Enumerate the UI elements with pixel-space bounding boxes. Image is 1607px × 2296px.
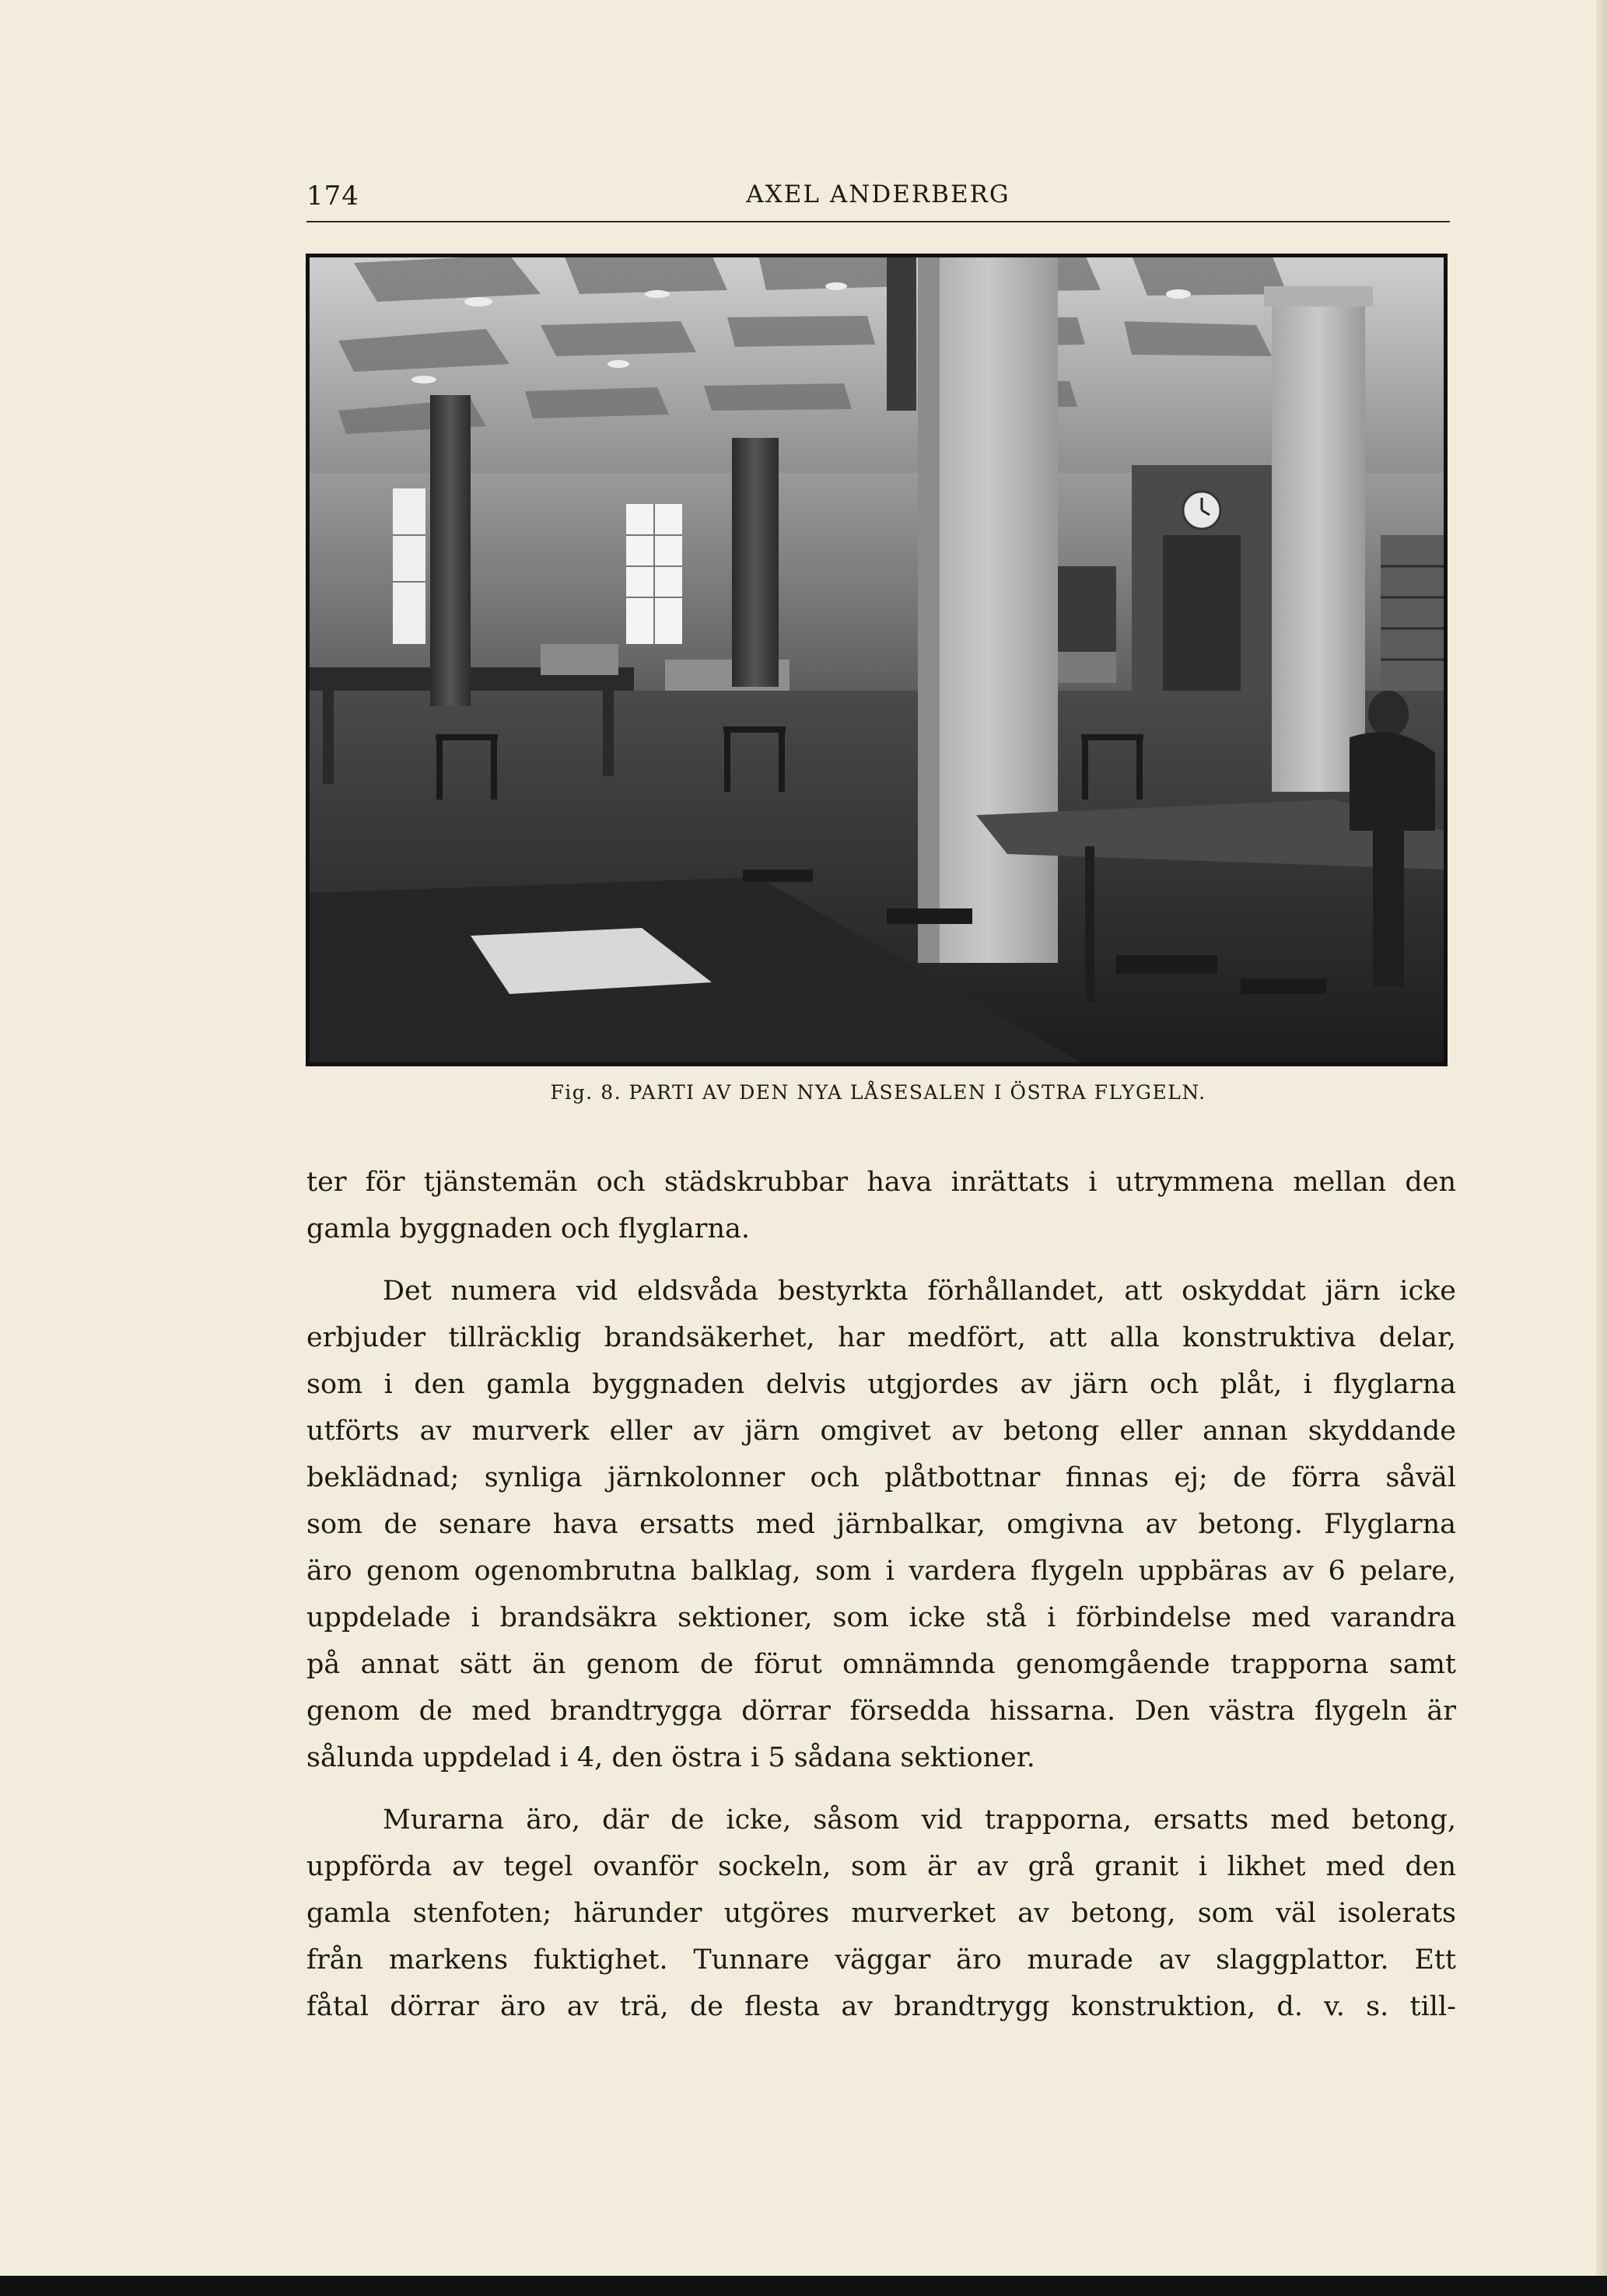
header-rule xyxy=(306,221,1450,222)
reading-room-photograph xyxy=(306,254,1448,1066)
text-line: uppförda av tegel ovanför sockeln, som är av grå granit i likhet med den xyxy=(306,1851,1456,1882)
text-line: utförts av murverk eller av järn omgivet av betong eller annan skyddande xyxy=(306,1416,1456,1447)
text-line: beklädnad; synliga järnkolonner och plåtbottnar finnas ej; de förra såväl xyxy=(306,1462,1456,1493)
body-text xyxy=(306,1159,1456,2030)
text-line: fåtal dörrar äro av trä, de flesta av brandtrygg konstruktion, d. v. s. till- xyxy=(306,1991,1456,2022)
text-line: erbjuder tillräcklig brandsäkerhet, har medfört, att alla konstruktiva delar, xyxy=(306,1322,1456,1353)
figure-caption: Fig. 8. PARTI AV DEN NYA LÅSESALEN I ÖSTRA FLYGELN. xyxy=(550,1081,1206,1104)
text-line: gamla byggnaden och flyglarna. xyxy=(306,1213,751,1244)
paragraph xyxy=(306,1159,1456,1252)
scan-border xyxy=(0,2276,1607,2296)
page-number: 174 xyxy=(306,180,359,212)
text-line: sålunda uppdelad i 4, den östra i 5 sådana sektioner. xyxy=(306,1742,1035,1773)
text-line: som de senare hava ersatts med järnbalkar, omgivna av betong. Flyglarna xyxy=(306,1509,1456,1540)
text-line: Det numera vid eldsvåda bestyrkta förhållandet, att oskyddat järn icke xyxy=(383,1276,1456,1307)
page-header xyxy=(306,180,1450,219)
text-line: ter för tjänstemän och städskrubbar hava inrättats i utrymmena mellan den xyxy=(306,1167,1456,1198)
page-edge xyxy=(1596,0,1607,2296)
text-line: som i den gamla byggnaden delvis utgjordes av järn och plåt, i flyglarna xyxy=(306,1369,1456,1400)
text-line: äro genom ogenombrutna balklag, som i vardera flygeln uppbäras av 6 pelare, xyxy=(306,1556,1456,1587)
text-line: uppdelade i brandsäkra sektioner, som icke stå i förbindelse med varandra xyxy=(306,1602,1456,1633)
text-line: på annat sätt än genom de förut omnämnda genomgående trapporna samt xyxy=(306,1649,1456,1680)
text-line: genom de med brandtrygga dörrar försedda hissarna. Den västra flygeln är xyxy=(306,1696,1456,1727)
text-line: Murarna äro, där de icke, såsom vid trapporna, ersatts med betong, xyxy=(383,1804,1456,1836)
text-line: från markens fuktighet. Tunnare väggar äro murade av slaggplattor. Ett xyxy=(306,1944,1456,1976)
paragraph xyxy=(306,1268,1456,1781)
paragraph xyxy=(306,1797,1456,2030)
text-line: gamla stenfoten; härunder utgöres murverket av betong, som väl isolerats xyxy=(306,1898,1456,1929)
running-title: AXEL ANDERBERG xyxy=(746,180,1010,208)
